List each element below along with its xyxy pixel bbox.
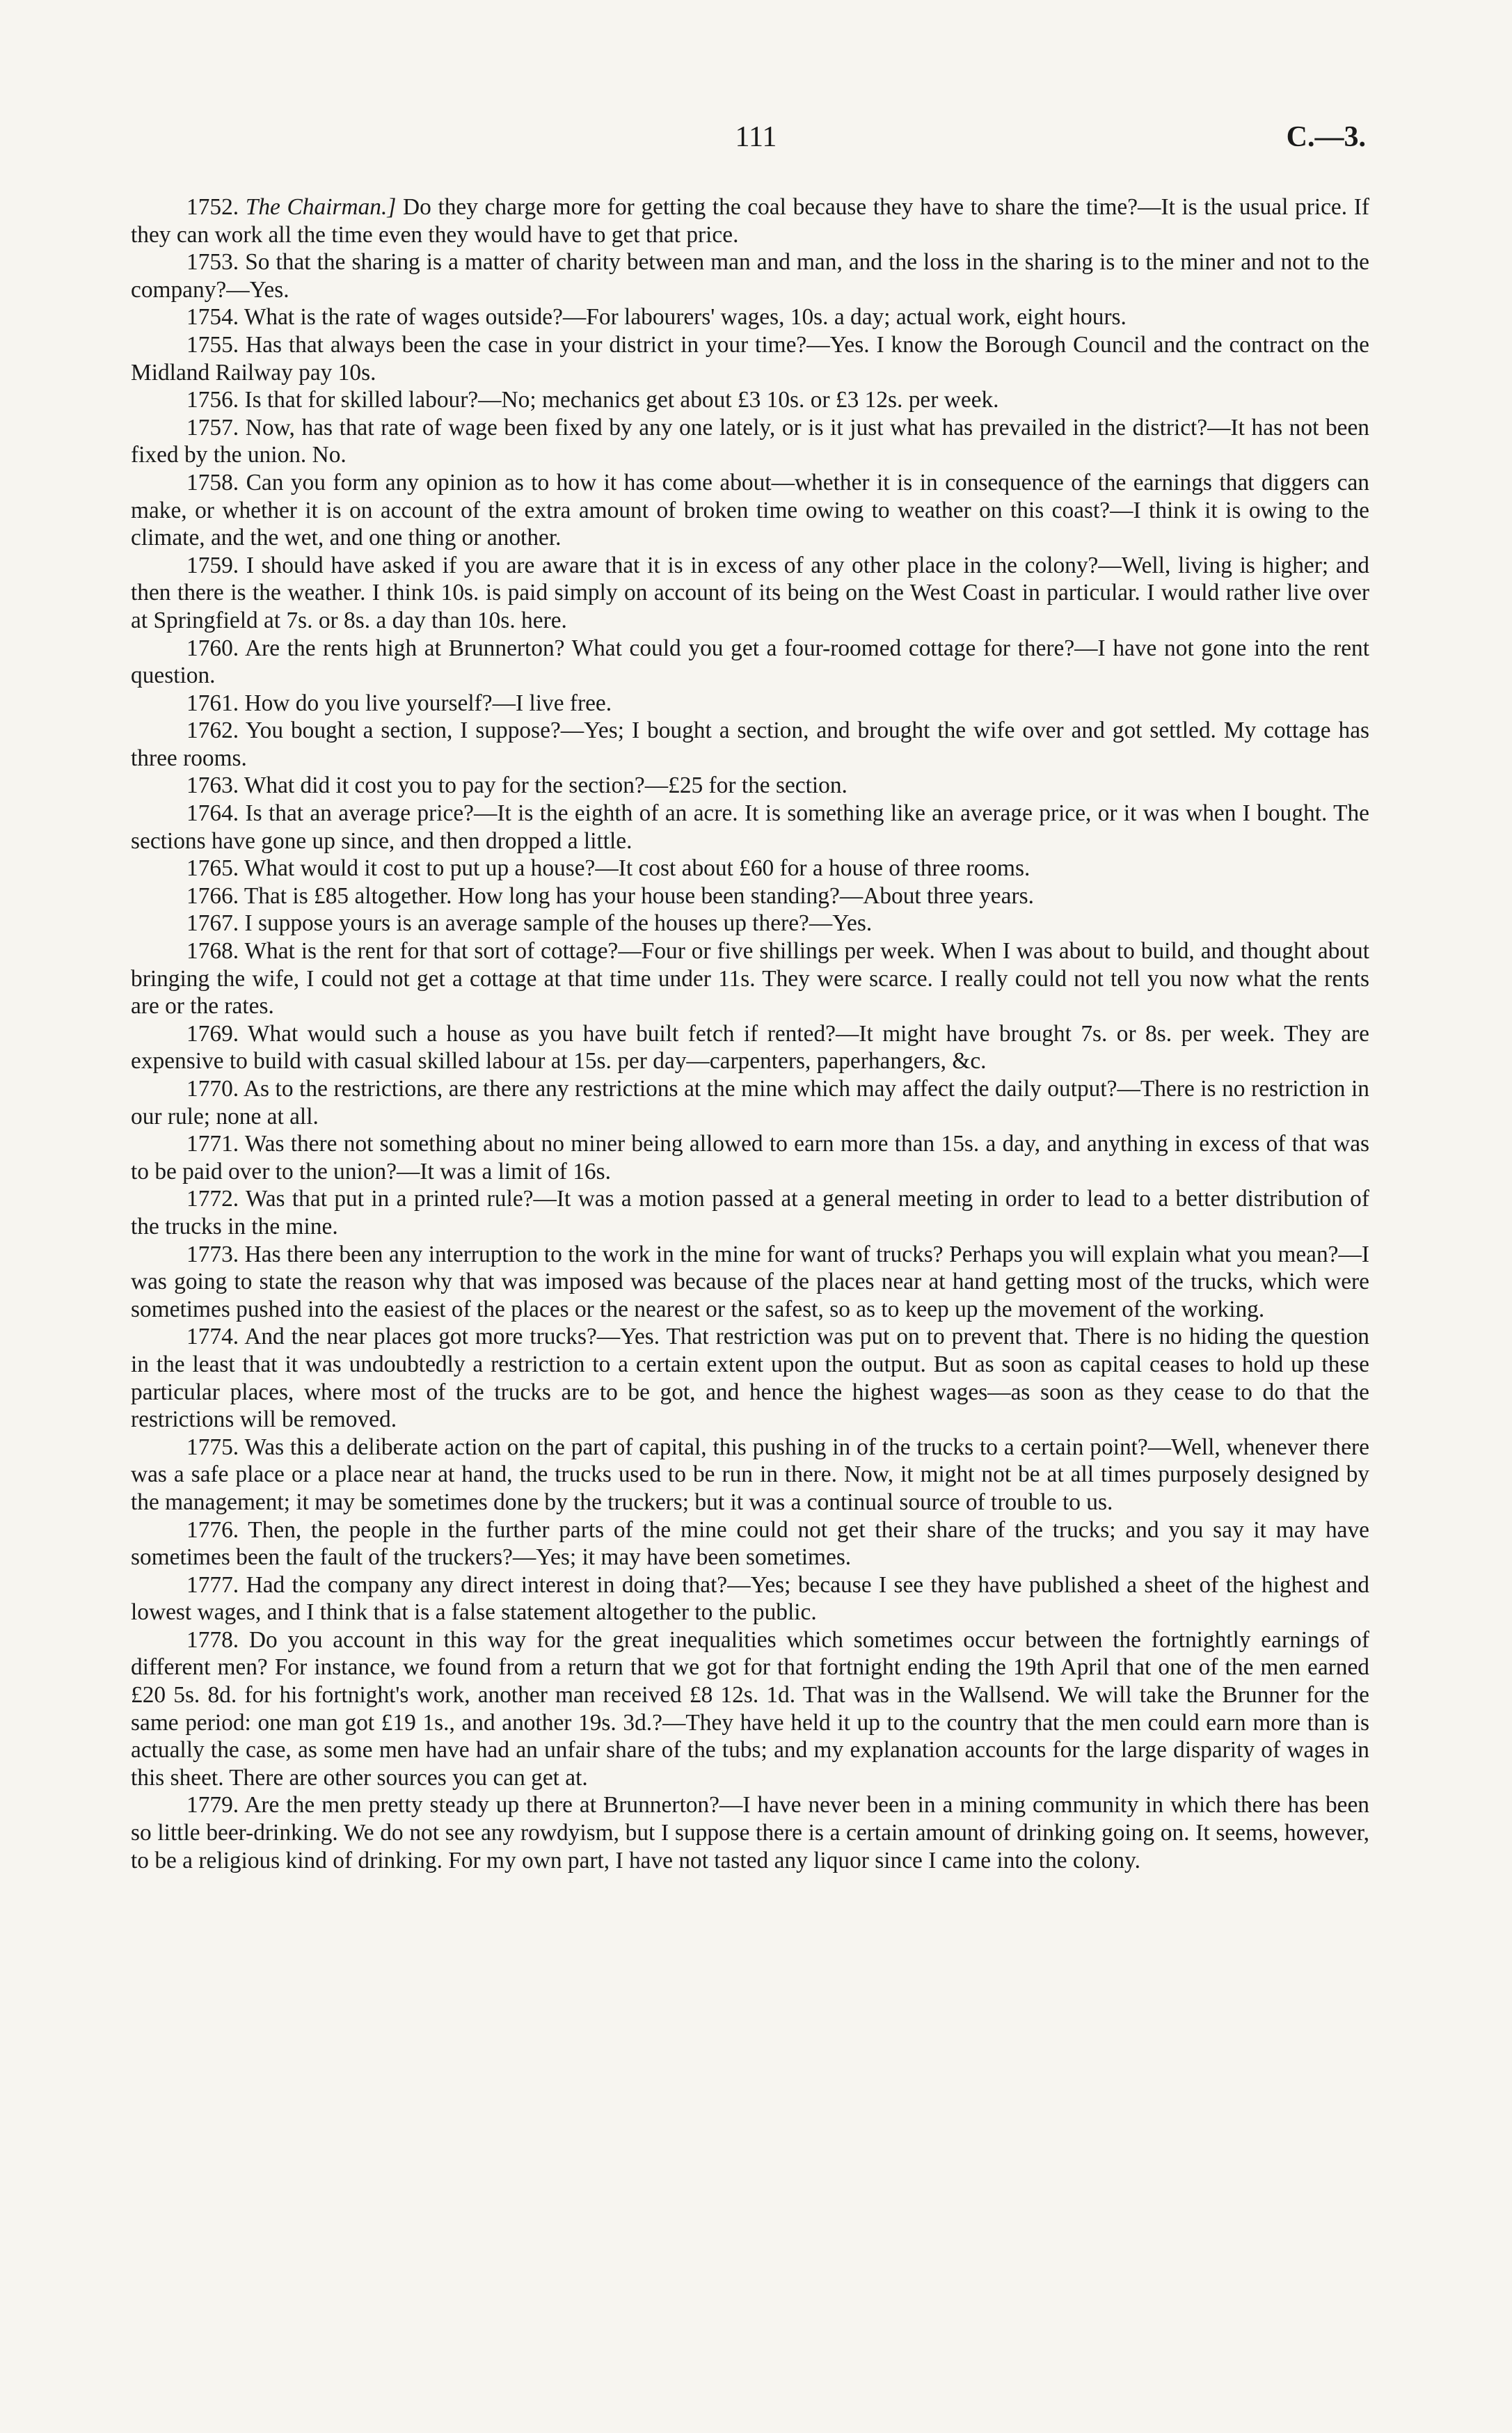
question-number: 1765. [186, 855, 239, 882]
question-paragraph [131, 1020, 1369, 1075]
question-paragraph [131, 386, 1369, 414]
question-number: 1763. [186, 772, 239, 799]
question-number: 1764. [186, 800, 239, 827]
question-number: 1759. [186, 552, 239, 578]
question-number: 1769. [186, 1020, 239, 1047]
question-number: 1768. [186, 938, 239, 965]
question-answer-text: You bought a section, I suppose?—Yes; I bought a section, and brought the wife over and got settled. My cottage has three rooms. [131, 718, 1370, 771]
question-answer-text: I should have asked if you are aware that it is in excess of any other place in the colony?—Well, living is higher; and then there is the weather. I think 10s. is paid simply on account of its being on the West Coast in particular. I would rather live over at Springfield at 7s. or 8s. a day than 10s. here. [131, 552, 1369, 633]
question-answer-text: I suppose yours is an average sample of the houses up there?—Yes. [244, 910, 873, 937]
question-answer-text: Can you form any opinion as to how it has come about—whether it is in consequence of the earnings that diggers can make, or whether it is on account of the extra amount of broken time owing to weather on this coast?—I think it is owing to the climate, and the wet, and one thing or another. [131, 469, 1369, 551]
question-answer-text: As to the restrictions, are there any restrictions at the mine which may affect the daily output?—There is no restriction in our rule; none at all. [131, 1076, 1369, 1130]
question-number: 1753. [186, 249, 239, 276]
question-paragraph [131, 1434, 1369, 1516]
document-reference: C.—3. [1286, 121, 1366, 153]
question-paragraph [131, 717, 1369, 772]
question-answer-text: So that the sharing is a matter of charity between man and man, and the loss in the sharing is to the miner and not to the company?—Yes. [131, 249, 1369, 303]
question-paragraph [131, 303, 1369, 331]
question-number: 1770. [186, 1076, 239, 1102]
question-answer-text: That is £85 altogether. How long has your house been standing?—About three years. [244, 882, 1034, 909]
question-number: 1754. [186, 304, 239, 331]
question-paragraph [131, 469, 1369, 552]
question-paragraph [131, 414, 1369, 469]
question-paragraph [131, 937, 1369, 1020]
question-number: 1777. [186, 1571, 239, 1598]
question-paragraph [131, 690, 1369, 718]
question-answer-text: What would it cost to put up a house?—It cost about £60 for a house of three rooms. [244, 855, 1030, 882]
question-paragraph [131, 1626, 1369, 1792]
question-number: 1761. [186, 690, 239, 716]
question-answer-text: Are the men pretty steady up there at Brunnerton?—I have never been in a mining community in which there has been so little beer-drinking. We do not see any rowdyism, but I suppose there is a certain amount of drinking going on. It seems, however, to be a religious kind of drinking. For my own part, I have not tasted any liquor since I came into the colony. [131, 1792, 1369, 1873]
question-paragraph [131, 772, 1369, 800]
question-number: 1757. [186, 414, 239, 441]
question-number: 1767. [186, 910, 239, 937]
question-number: 1772. [186, 1186, 239, 1212]
question-number: 1766. [186, 882, 239, 909]
question-number: 1771. [186, 1131, 239, 1157]
question-number: 1776. [186, 1516, 239, 1543]
question-number: 1752. [186, 194, 239, 220]
question-answer-text: Are the rents high at Brunnerton? What could you get a four-roomed cottage for there?—I have not gone into the rent question. [131, 635, 1369, 689]
question-answer-text: Has there been any interruption to the work in the mine for want of trucks? Perhaps you will explain what you mean?—I was going to state the reason why that was imposed was because of the places near at hand getting most of the trucks, which were sometimes pushed into the easiest of the places or the nearest or the safest, so as to keep up the movement of the working. [131, 1241, 1369, 1322]
question-answer-text: Has that always been the case in your district in your time?—Yes. I know the Borough Council and the contract on the Midland Railway pay 10s. [131, 331, 1369, 386]
question-answer-text: How do you live yourself?—I live free. [244, 690, 612, 716]
question-answer-text: Was there not something about no miner being allowed to earn more than 15s. a day, and anything in excess of that was to be paid over to the union?—It was a limit of 16s. [131, 1131, 1370, 1184]
question-paragraph [131, 552, 1369, 635]
question-answer-text: Is that for skilled labour?—No; mechanics get about £3 10s. or £3 12s. per week. [244, 387, 999, 413]
question-answer-text: Then, the people in the further parts of the mine could not get their share of the trucks; and you say it may have sometimes been the fault of the truckers?—Yes; it may have been sometimes. [131, 1516, 1369, 1571]
question-number: 1755. [186, 331, 239, 358]
question-paragraph [131, 1571, 1369, 1626]
question-number: 1773. [186, 1241, 239, 1267]
question-paragraph [131, 331, 1369, 386]
question-paragraph [131, 1791, 1369, 1874]
speaker-label: The Chairman.] [245, 194, 397, 220]
question-paragraph [131, 193, 1369, 248]
question-answer-text: What is the rate of wages outside?—For labourers' wages, 10s. a day; actual work, eight hours. [244, 304, 1127, 331]
question-paragraph [131, 1241, 1369, 1324]
question-answer-text: Is that an average price?—It is the eighth of an acre. It is something like an average price, or it was when I bought. The sections have gone up since, and then dropped a little. [131, 800, 1369, 854]
question-paragraph [131, 635, 1369, 690]
question-paragraph [131, 800, 1369, 855]
question-number: 1760. [186, 635, 239, 661]
question-number: 1775. [186, 1434, 239, 1460]
question-number: 1778. [186, 1626, 239, 1653]
question-answer-text: What is the rent for that sort of cottage?—Four or five shillings per week. When I was about to build, and thought about bringing the wife, I could not get a cottage at that time under 11s. They were scarce. I really could not tell you now what the rents are or the rates. [131, 938, 1369, 1020]
question-number: 1762. [186, 718, 239, 744]
question-answer-text: What would such a house as you have built fetch if rented?—It might have brought 7s. or 8s. per week. They are expensive to build with casual skilled labour at 15s. per day—carpenters, paperhangers, &c. [131, 1020, 1369, 1075]
question-number: 1758. [186, 469, 239, 496]
question-answer-text: What did it cost you to pay for the section?—£25 for the section. [244, 772, 847, 799]
question-answer-text: And the near places got more trucks?—Yes. That restriction was put on to prevent that. There is no hiding the question in the least that it was undoubtedly a restriction to a certain extent upon the output. But as soon as capital ceases to hold up these particular places, where most of the trucks are to be got, and hence the highest wages—as soon as they cease to do that the restrictions will be removed. [131, 1324, 1369, 1433]
question-answer-text: Now, has that rate of wage been fixed by any one lately, or is it just what has prevailed in the district?—It has not been fixed by the union. No. [131, 414, 1369, 468]
question-number: 1756. [186, 387, 239, 413]
question-paragraph [131, 1130, 1369, 1185]
question-paragraph [131, 1185, 1369, 1240]
question-number: 1779. [186, 1792, 239, 1818]
question-paragraph [131, 1516, 1369, 1571]
question-paragraph [131, 882, 1369, 910]
question-paragraph [131, 1323, 1369, 1433]
question-answer-text: Do they charge more for getting the coal because they have to share the time?—It is the usual price. If they can work all the time even they would have to get that price. [131, 194, 1369, 248]
question-answer-text: Was that put in a printed rule?—It was a motion passed at a general meeting in order to lead to a better distribution of the trucks in the mine. [131, 1186, 1369, 1239]
question-answer-text: Was this a deliberate action on the part of capital, this pushing in of the trucks to a certain point?—Well, whenever there was a safe place or a place near at hand, the trucks used to be run in there. Now, it might not be at all times purposely designed by the management; it may be sometimes done by the truckers; but it was a continual source of trouble to us. [131, 1434, 1369, 1515]
evidence-transcript [131, 193, 1369, 1874]
question-number: 1774. [186, 1324, 239, 1350]
question-paragraph [131, 248, 1369, 303]
page-number: 111 [735, 121, 777, 153]
question-paragraph [131, 1075, 1369, 1130]
question-paragraph [131, 855, 1369, 882]
question-paragraph [131, 910, 1369, 937]
question-answer-text: Do you account in this way for the great inequalities which sometimes occur between the fortnightly earnings of different men? For instance, we found from a return that we got for that fortnight ending the 19th April that one of the men earned £20 5s. 8d. for his fortnight's work, another man received £8 12s. 1d. That was in the Wallsend. We will take the Brunner for the same period: one man got £19 1s., and another 19s. 3d.?—They have held it up to the country that the men could earn more than is actually the case, as some men have had an unfair share of the tubs; and my explanation accounts for the large disparity of wages in this sheet. There are other sources you can get at. [131, 1626, 1369, 1791]
question-answer-text: Had the company any direct interest in doing that?—Yes; because I see they have published a sheet of the highest and lowest wages, and I think that is a false statement altogether to the public. [131, 1571, 1369, 1626]
